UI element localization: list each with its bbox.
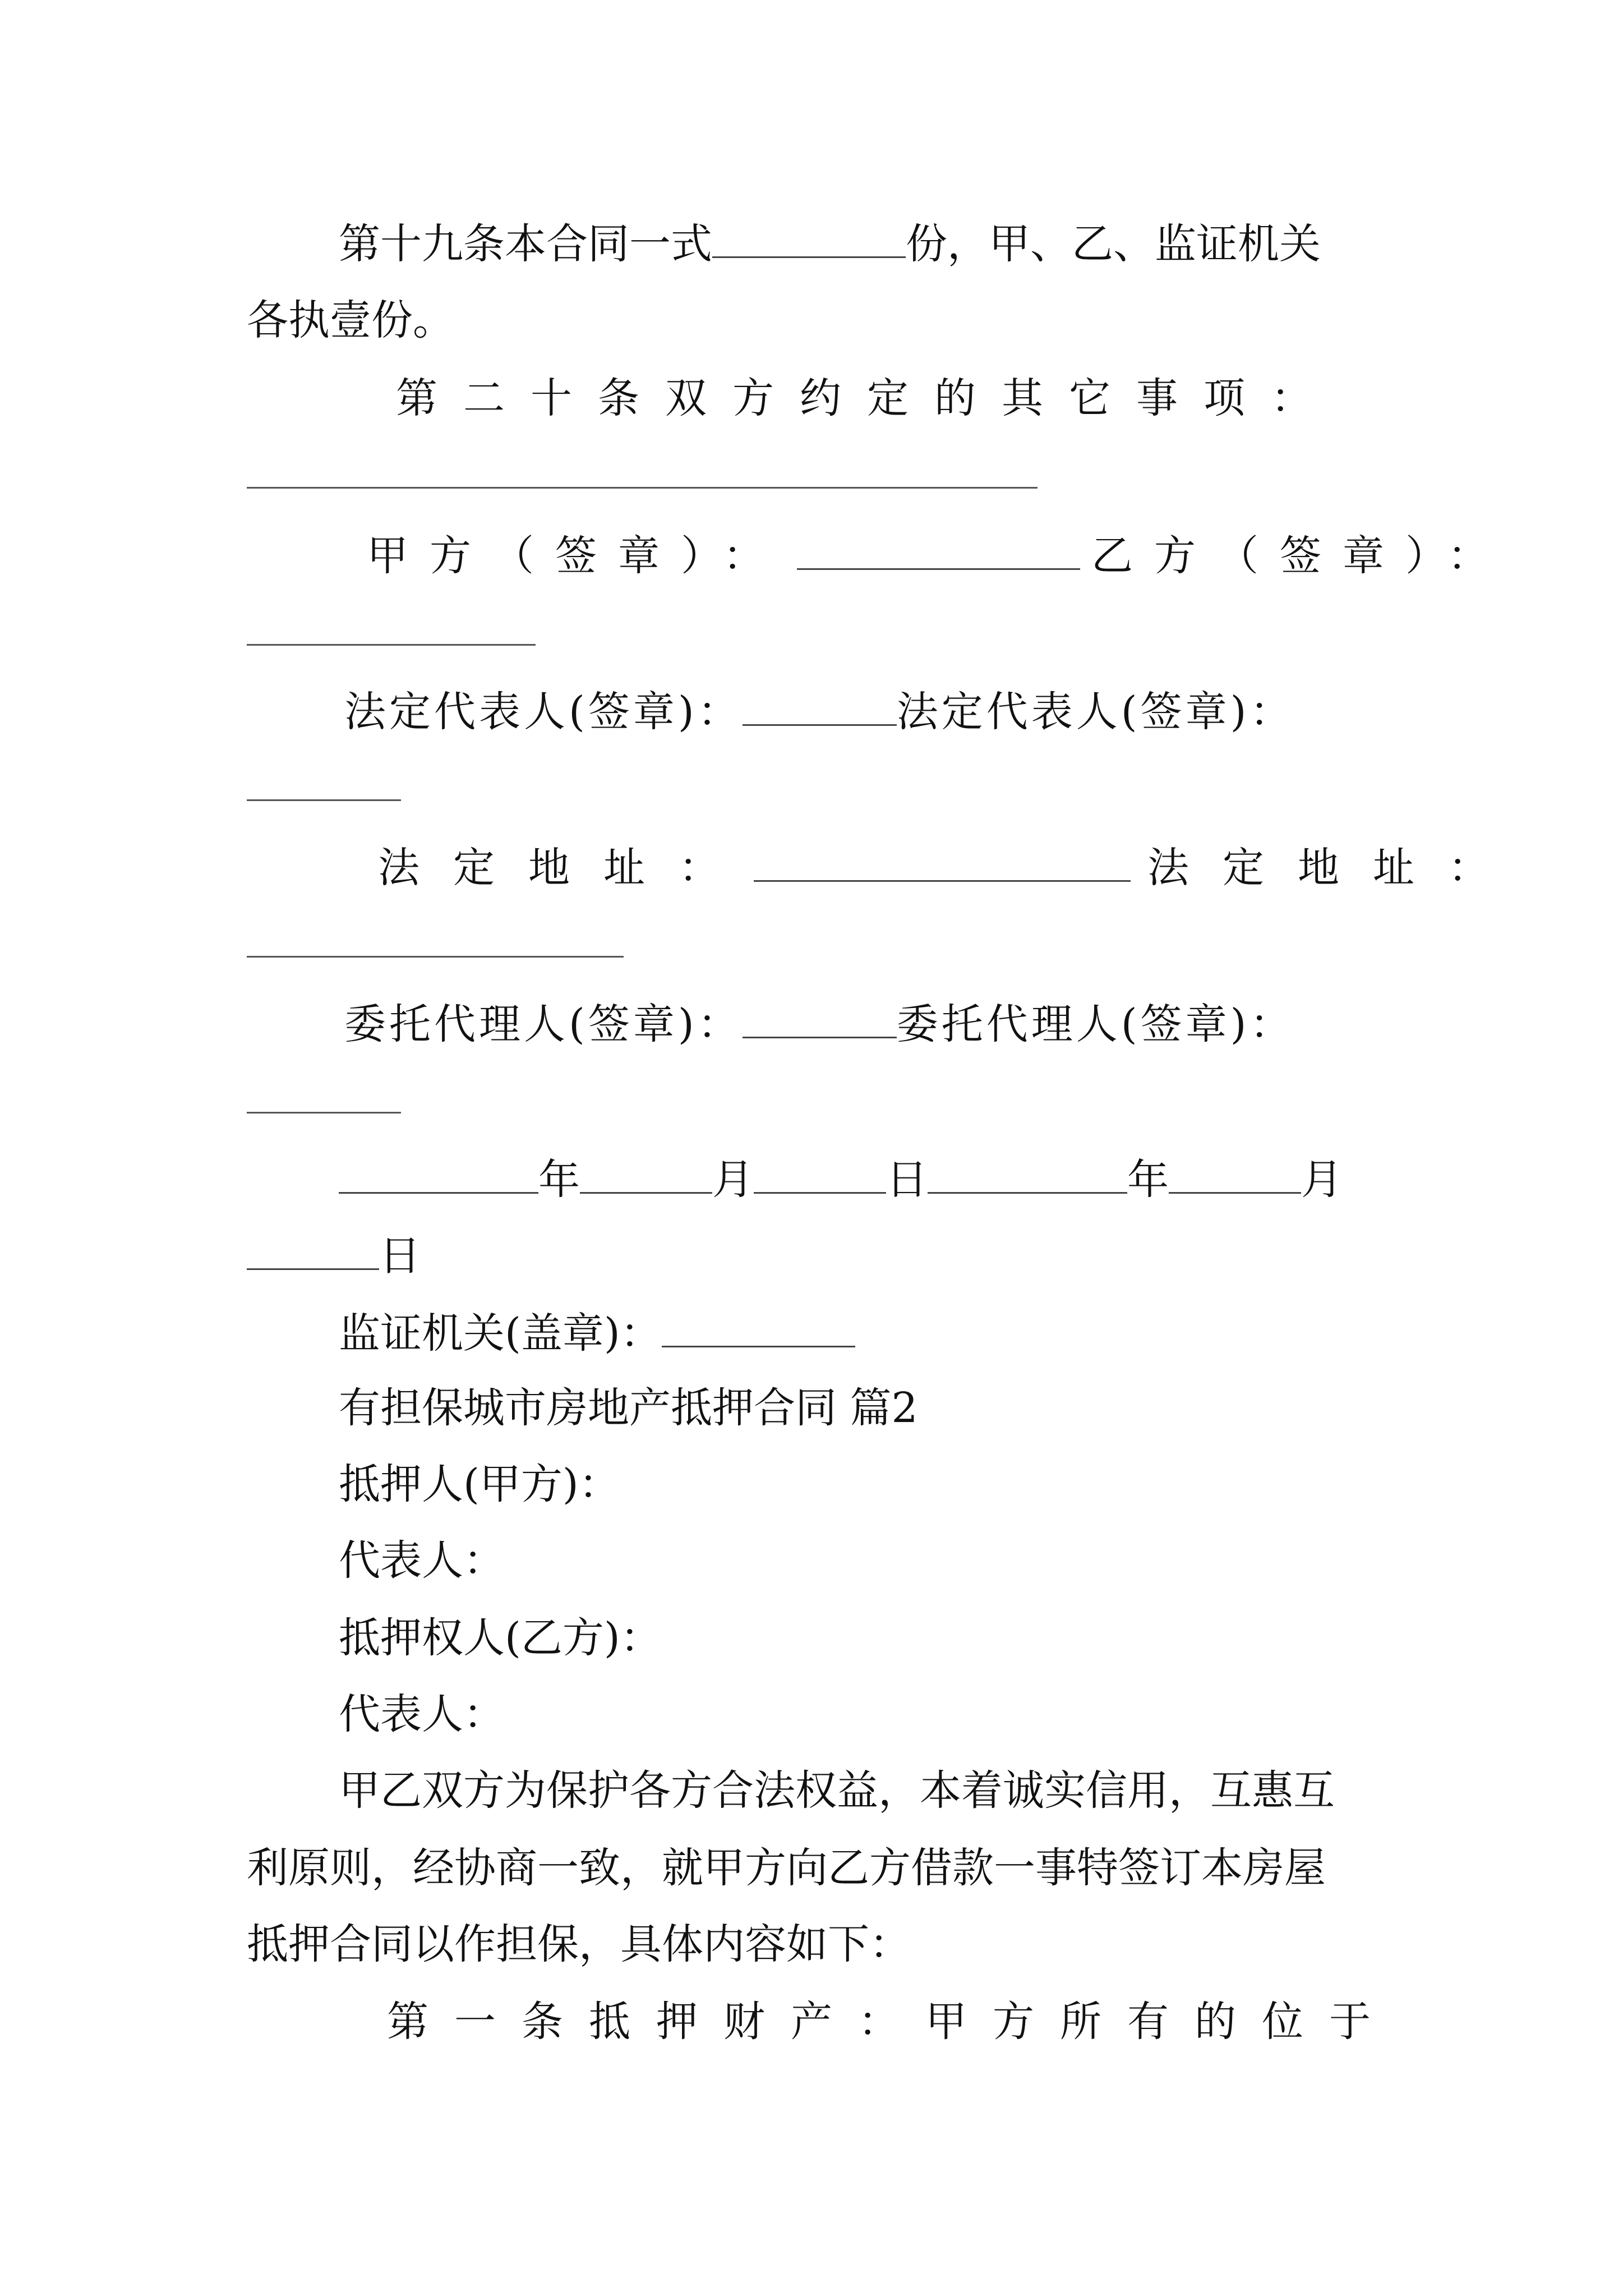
legal-rep-blank-b xyxy=(247,799,401,801)
contract-2-heading: 有担保城市房地产抵押合同 篇2 xyxy=(339,1384,918,1432)
day-label-a: 日 xyxy=(886,1156,928,1204)
article-1: 第一条抵押财产：甲方所有的位于 xyxy=(387,1998,1396,2046)
article-19-text-a: 第十九条本合同一式 xyxy=(339,220,712,268)
supervisor-label: 监证机关(盖章)： xyxy=(339,1309,662,1358)
party-sign-line xyxy=(367,532,1510,580)
year-blank-b xyxy=(928,1157,1127,1194)
party-a-sign-blank xyxy=(797,533,1080,570)
mortgagor-representative-field: 代表人： xyxy=(339,1536,505,1585)
legal-rep-line xyxy=(344,688,1295,736)
day-label-b: 日 xyxy=(379,1232,421,1280)
date-line xyxy=(339,1156,1343,1204)
month-label-b: 月 xyxy=(1301,1156,1343,1204)
mortgagee-field: 抵押权人(乙方)： xyxy=(339,1614,662,1662)
intro-paragraph-line2: 利原则，经协商一致，就甲方向乙方借款一事特签订本房屋 xyxy=(247,1844,1326,1892)
agent-line xyxy=(344,1000,1295,1048)
mortgagee-representative-field: 代表人： xyxy=(339,1690,505,1738)
agent-label-b: 委托代理人(签章)： xyxy=(896,1000,1295,1048)
year-blank-a xyxy=(339,1157,538,1194)
legal-addr-blank-b xyxy=(247,956,624,958)
legal-rep-label-b: 法定代表人(签章)： xyxy=(896,688,1295,736)
copies-blank xyxy=(712,222,906,258)
supervisor-line xyxy=(339,1309,855,1358)
agent-blank-b xyxy=(247,1112,401,1114)
article-20-blank xyxy=(247,487,1038,489)
year-label-b: 年 xyxy=(1127,1156,1169,1204)
agent-blank-a xyxy=(743,1002,897,1038)
year-label-a: 年 xyxy=(538,1156,580,1204)
legal-addr-line xyxy=(378,844,1523,892)
agent-label-a: 委托代理人(签章)： xyxy=(344,1000,743,1048)
legal-rep-blank-a xyxy=(743,689,897,726)
article-19-line2: 各执壹份。 xyxy=(247,296,454,344)
month-blank-a xyxy=(580,1157,712,1194)
article-19-line1 xyxy=(339,220,1321,268)
mortgagor-field: 抵押人(甲方)： xyxy=(339,1460,620,1508)
article-19-text-b: 份，甲、乙、监证机关 xyxy=(906,220,1321,268)
party-b-sign-label: 乙方（签章）： xyxy=(1091,532,1510,580)
day-blank-b xyxy=(247,1234,379,1270)
legal-rep-label-a: 法定代表人(签章)： xyxy=(344,688,743,736)
article-20: 第二十条双方约定的其它事项： xyxy=(396,374,1338,422)
day-blank-a xyxy=(754,1157,886,1194)
intro-paragraph-line1: 甲乙双方为保护各方合法权益，本着诚实信用，互惠互 xyxy=(339,1766,1335,1815)
party-a-sign-label: 甲方（签章）： xyxy=(367,532,786,580)
legal-addr-label-b: 法定地址： xyxy=(1147,844,1523,892)
month-blank-b xyxy=(1169,1157,1301,1194)
party-b-sign-blank xyxy=(247,644,536,646)
legal-addr-blank-a xyxy=(754,845,1131,882)
legal-addr-label-a: 法定地址： xyxy=(378,844,754,892)
intro-paragraph-line3: 抵押合同以作担保，具体内容如下： xyxy=(247,1920,911,1968)
date-line-2 xyxy=(247,1232,421,1280)
month-label-a: 月 xyxy=(712,1156,754,1204)
supervisor-blank xyxy=(662,1311,855,1347)
